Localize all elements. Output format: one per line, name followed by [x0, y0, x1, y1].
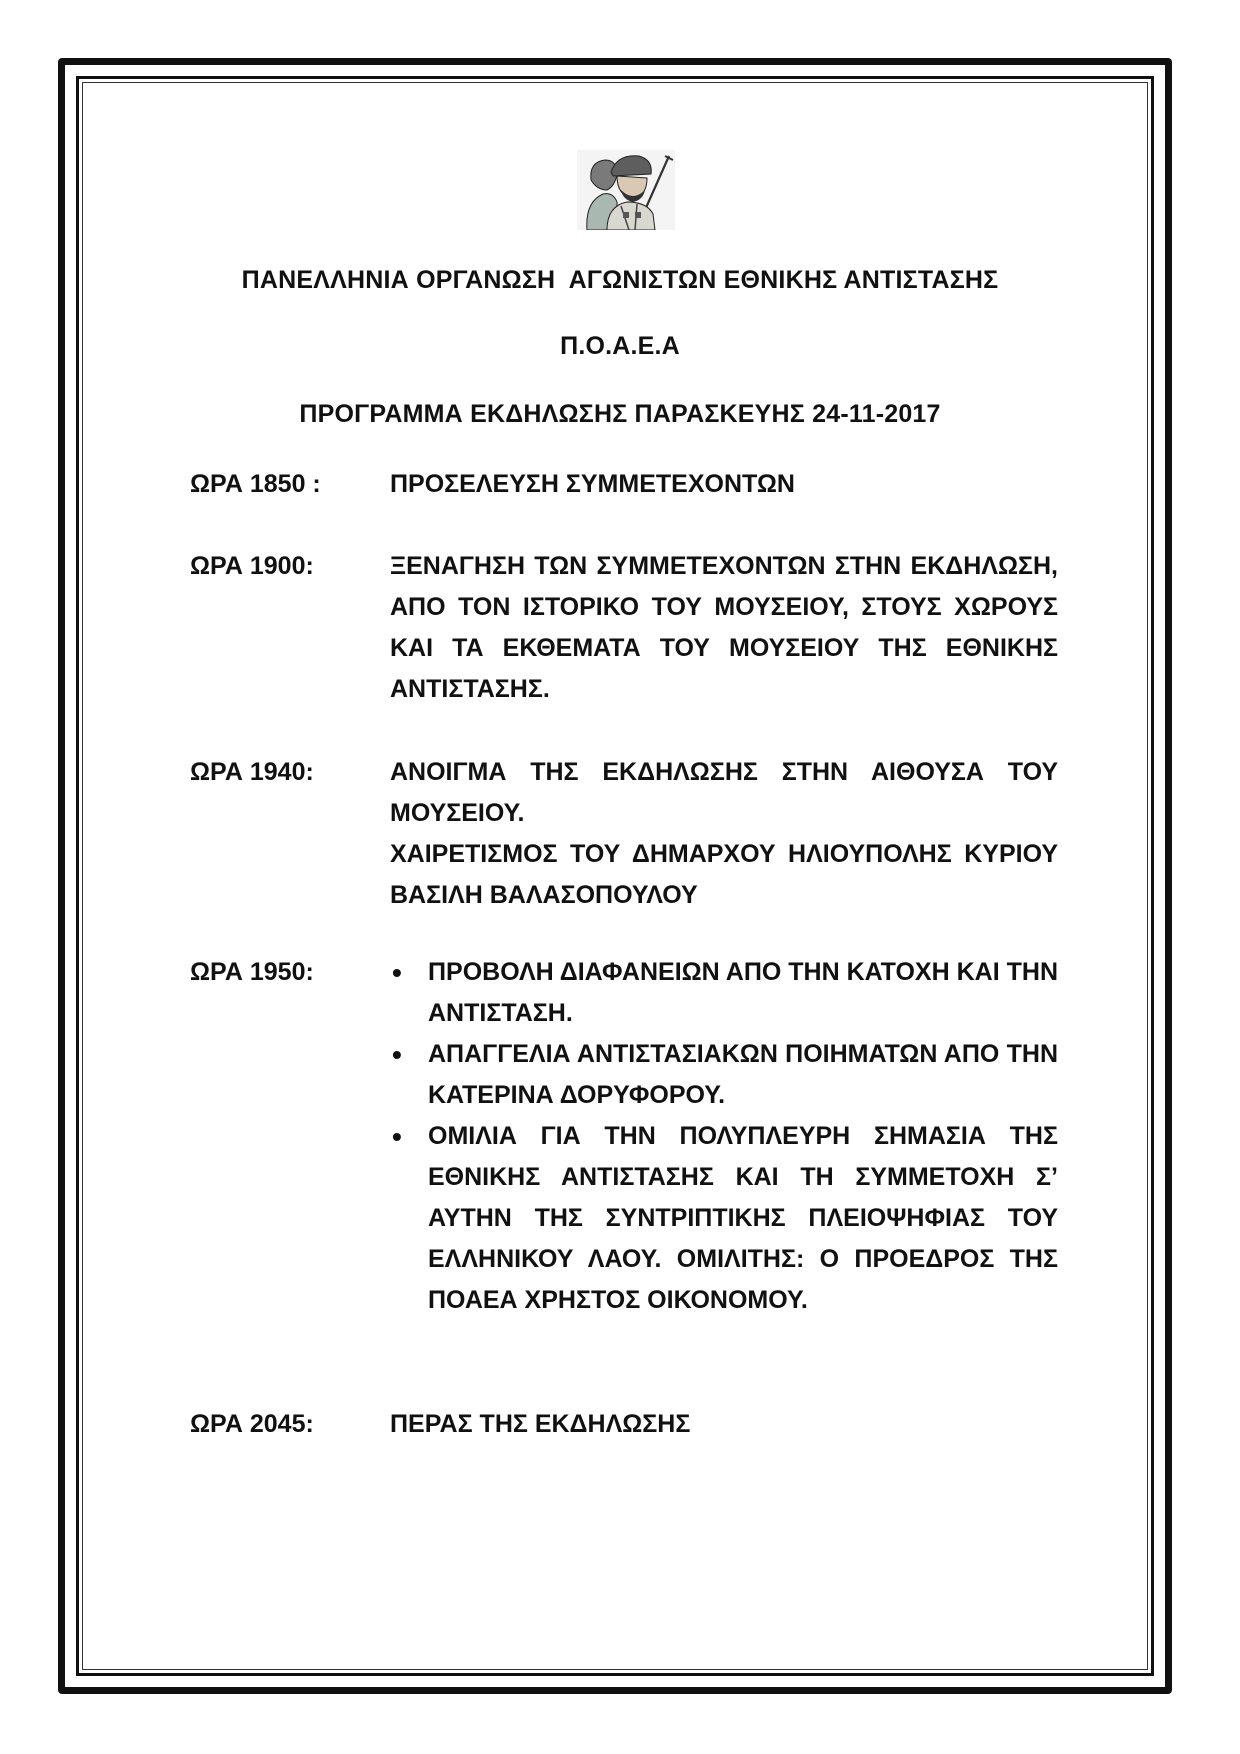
- organization-acronym: Π.Ο.Α.Ε.Α: [560, 332, 680, 360]
- schedule-bullet-item: • ΟΜΙΛΙΑ ΓΙΑ ΤΗΝ ΠΟΛΥΠΛΕΥΡΗ ΣΗΜΑΣΙΑ ΤΗΣ ΕΘΝΙΚΗΣ ΑΝΤΙΣΤΑΣΗΣ ΚΑΙ ΤΗ ΣΥΜΜΕΤΟΧΗ Σ’ ΑΥΤΗΝ ΤΗΣ ΣΥΝΤΡΙΠΤΙΚΗΣ ΠΛΕΙΟΨΗΦΙΑΣ ΤΟΥ ΕΛΛΗΝΙΚΟΥ ΛΑΟΥ. ΟΜΙΛΙΤΗΣ: Ο ΠΡΟΕΔΡΟΣ ΤΗΣ ΠΟΑΕΑ ΧΡΗΣΤΟΣ ΟΙΚΟΝΟΜΟΥ.: [390, 1116, 1058, 1321]
- schedule-description: [390, 1404, 1058, 1445]
- schedule-time: ΩΡΑ 1850 :: [190, 470, 321, 498]
- schedule-time: ΩΡΑ 1900:: [190, 552, 314, 580]
- schedule-description: [390, 952, 1058, 1321]
- schedule-time: ΩΡΑ 1950:: [190, 958, 314, 986]
- program-title: ΠΡΟΓΡΑΜΜΑ ΕΚΔΗΛΩΣΗΣ ΠΑΡΑΣΚΕΥΗΣ 24-11-2017: [299, 400, 941, 428]
- schedule-bullet-item: • ΠΡΟΒΟΛΗ ΔΙΑΦΑΝΕΙΩΝ ΑΠΟ ΤΗΝ ΚΑΤΟΧΗ ΚΑΙ ΤΗΝ ΑΝΤΙΣΤΑΣΗ.: [390, 952, 1058, 1034]
- schedule-time: ΩΡΑ 2045:: [190, 1410, 314, 1438]
- schedule-description: [390, 546, 1058, 710]
- schedule-bullet-item: • ΑΠΑΓΓΕΛΙΑ ΑΝΤΙΣΤΑΣΙΑΚΩΝ ΠΟΙΗΜΑΤΩΝ ΑΠΟ ΤΗΝ ΚΑΤΕΡΙΝΑ ΔΟΡΥΦΟΡΟΥ.: [390, 1034, 1058, 1116]
- schedule-time: ΩΡΑ 1940:: [190, 758, 314, 786]
- schedule-line: ΞΕΝΑΓΗΣΗ ΤΩΝ ΣΥΜΜΕΤΕΧΟΝΤΩΝ ΣΤΗΝ ΕΚΔΗΛΩΣΗ, ΑΠΟ ΤΟΝ ΙΣΤΟΡΙΚΟ ΤΟΥ ΜΟΥΣΕΙΟΥ, ΣΤΟΥΣ ΧΩΡΟΥΣ ΚΑΙ ΤΑ ΕΚΘΕΜΑΤΑ ΤΟΥ ΜΟΥΣΕΙΟΥ ΤΗΣ ΕΘΝΙΚΗΣ ΑΝΤΙΣΤΑΣΗΣ.: [390, 552, 1058, 703]
- schedule-description: [390, 464, 1058, 505]
- organization-title: ΠΑΝΕΛΛΗΝΙΑ ΟΡΓΑΝΩΣΗ ΑΓΩΝΙΣΤΩΝ ΕΘΝΙΚΗΣ ΑΝΤΙΣΤΑΣΗΣ: [241, 266, 999, 294]
- schedule-bullet-list: [390, 952, 1058, 1321]
- schedule-line: ΧΑΙΡΕΤΙΣΜΟΣ ΤΟΥ ΔΗΜΑΡΧΟΥ ΗΛΙΟΥΠΟΛΗΣ ΚΥΡΙΟΥ ΒΑΣΙΛΗ ΒΑΛΑΣΟΠΟΥΛΟΥ: [390, 840, 1058, 909]
- schedule-description: [390, 752, 1058, 916]
- schedule-line: ΠΕΡΑΣ ΤΗΣ ΕΚΔΗΛΩΣΗΣ: [390, 1410, 691, 1438]
- resistance-fighters-logo-icon: [577, 150, 675, 230]
- schedule-line: ΠΡΟΣΕΛΕΥΣΗ ΣΥΜΜΕΤΕΧΟΝΤΩΝ: [390, 470, 795, 498]
- schedule-line: ΑΝΟΙΓΜΑ ΤΗΣ ΕΚΔΗΛΩΣΗΣ ΣΤΗΝ ΑΙΘΟΥΣΑ ΤΟΥ ΜΟΥΣΕΙΟΥ.: [390, 758, 1058, 827]
